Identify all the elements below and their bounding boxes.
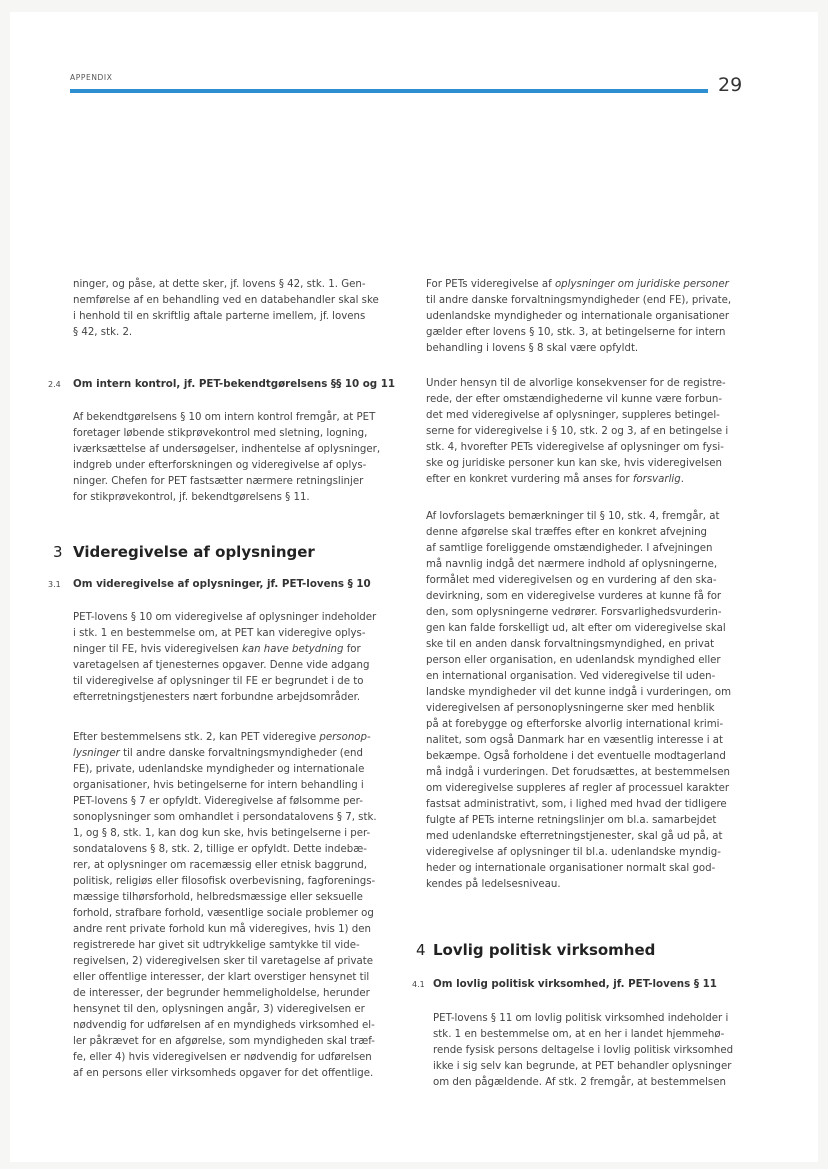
text-span: Efter bestemmelsens stk. 2, kan PET videregive — [73, 732, 320, 743]
text-line: heder og internationale organisationer normalt skal god- — [426, 863, 716, 874]
text-span: . — [680, 474, 684, 485]
text-line: nemførelse af en behandling ved en databehandler skal ske — [73, 295, 379, 306]
text-line: Af lovforslagets bemærkninger til § 10, stk. 4, fremgår, at — [426, 511, 720, 522]
text-line: serne for videregivelse i § 10, stk. 2 og 3, af en betingelse i — [426, 426, 729, 437]
text-line: forhold, strafbare forhold, væsentlige sociale problemer og — [73, 908, 374, 919]
text-line: § 42, stk. 2. — [73, 327, 133, 338]
text-line: må navnlig indgå det nærmere indhold af oplysningerne, — [426, 559, 718, 570]
text-line: Under hensyn til de alvorlige konsekvenser for de registre- — [426, 378, 726, 389]
text-line: landske myndigheder vil det kunne indgå i vurderingen, om — [426, 687, 732, 698]
emphasis-text: personop- — [319, 732, 371, 743]
text-line: FE), private, udenlandske myndigheder og internationale — [73, 764, 365, 775]
emphasis-text: forsvarlig — [632, 474, 681, 485]
emphasis-text: kan have betydning — [241, 644, 344, 655]
text-line: ler påkrævet for en afgørelse, som myndigheden skal træf- — [73, 1036, 375, 1047]
section-number: 4.1 — [412, 980, 425, 989]
text-line: rer, at oplysninger om racemæssig eller etnisk baggrund, — [73, 860, 367, 871]
chapter-heading: Lovlig politisk virksomhed — [433, 941, 656, 959]
text-line: iværksættelse af undersøgelser, indhentelse af oplysninger, — [73, 444, 381, 455]
text-line: foretager løbende stikprøvekontrol med sletning, logning, — [73, 428, 368, 439]
text-line: sondatalovens § 8, stk. 2, tillige er opfyldt. Dette indebæ- — [73, 844, 367, 855]
text-line: videregivelsen af personoplysningerne sker med henblik — [426, 703, 715, 714]
text-line: af en persons eller virksomheds opgaver for det offentlige. — [73, 1068, 374, 1079]
section-4-1-paragraph — [433, 1011, 761, 1091]
text-line: gen kan falde forskelligt ud, alt efter om videregivelse skal — [426, 623, 726, 634]
section-heading: Om intern kontrol, jf. PET-bekendtgørelsens §§ 10 og 11 — [73, 378, 396, 390]
emphasis-text: oplysninger om juridiske personer — [554, 279, 729, 290]
text-line: videregivelse af oplysninger til bl.a. udenlandske myndig- — [426, 847, 721, 858]
text-span: For PETs videregivelse af — [426, 279, 555, 290]
section-number: 3.1 — [48, 580, 61, 589]
right-paragraph-2 — [426, 376, 754, 488]
text-line: ninger, og påse, at dette sker, jf. lovens § 42, stk. 1. Gen- — [73, 279, 366, 290]
right-paragraph-3 — [426, 509, 754, 893]
text-line: person eller organisation, en udenlandsk myndighed eller — [426, 655, 721, 666]
text-span: til andre danske forvaltningsmyndigheder (end — [119, 748, 363, 759]
text-line: det med videregivelse af oplysninger, suppleres betingel- — [426, 410, 720, 421]
text-line: regivelsen, 2) videregivelsen sker til varetagelse af private — [73, 956, 374, 967]
text-line: devirkning, som en videregivelse vurderes at kunne få for — [426, 591, 722, 602]
section-3-1-paragraph-1 — [73, 610, 401, 706]
text-line: fastsat administrativt, som, i lighed med hvad der tidligere — [426, 799, 727, 810]
text-line: fulgte af PETs interne retningslinjer om bl.a. samarbejdet — [426, 815, 717, 826]
header-rule — [70, 89, 708, 93]
text-line: formålet med videregivelsen og en vurdering af den ska- — [426, 575, 717, 586]
text-line: i stk. 1 en bestemmelse om, at PET kan videregive oplys- — [73, 628, 366, 639]
text-line: en international organisation. Ved videregivelse til uden- — [426, 671, 716, 682]
text-line: efterretningstjenesters nært forbundne arbejdsområder. — [73, 692, 361, 703]
text-line: ske til en anden dansk forvaltningsmyndighed, en privat — [426, 639, 715, 650]
text-line: indgreb under efterforskningen og videregivelse af oplys- — [73, 460, 367, 471]
text-line: stk. 1 en bestemmelse om, at en her i landet hjemmehø- — [433, 1029, 725, 1040]
text-line: den, som oplysningerne vedrører. Forsvarlighedsvurderin- — [426, 607, 722, 618]
text-line: politisk, religiøs eller filosofisk overbevisning, fagforenings- — [73, 876, 376, 887]
section-number: 2.4 — [48, 380, 61, 389]
text-line: andre rent private forhold kun må videregives, hvis 1) den — [73, 924, 371, 935]
text-line: må indgå i vurderingen. Det forudsættes, at bestemmelsen — [426, 767, 730, 778]
text-line: 1, og § 8, stk. 1, kan dog kun ske, hvis betingelserne i per- — [73, 828, 371, 839]
text-span: efter en konkret vurdering må anses for — [426, 474, 633, 485]
text-line: ikke i sig selv kan begrunde, at PET behandler oplysninger — [433, 1061, 732, 1072]
text-line: kendes på ledelsesniveau. — [426, 879, 561, 890]
text-line: sonoplysninger som omhandlet i persondatalovens § 7, stk. — [73, 812, 377, 823]
text-span: for — [343, 644, 361, 655]
running-header: APPENDIX — [70, 73, 113, 82]
text-line: rende fysisk persons deltagelse i lovlig politisk virksomhed — [433, 1045, 734, 1056]
text-line: gælder efter lovens § 10, stk. 3, at betingelserne for intern — [426, 327, 726, 338]
text-line: nalitet, som også Danmark har en væsentlig interesse i at — [426, 735, 724, 746]
text-line — [73, 642, 401, 658]
text-line: eller offentlige interesser, der klart overstiger hensynet til — [73, 972, 370, 983]
text-line: denne afgørelse skal træffes efter en konkret afvejning — [426, 527, 708, 538]
text-line: mæssige tilhørsforhold, helbredsmæssige eller seksuelle — [73, 892, 363, 903]
section-heading: Om lovlig politisk virksomhed, jf. PET-lovens § 11 — [433, 978, 717, 990]
text-line: fe, eller 4) hvis videregivelsen er nødvendig for udførelsen — [73, 1052, 372, 1063]
text-line: ske og juridiske personer kun kan ske, hvis videregivelsen — [426, 458, 722, 469]
text-line: ninger. Chefen for PET fastsætter nærmere retningslinjer — [73, 476, 364, 487]
text-line: til andre danske forvaltningsmyndigheder (end FE), private, — [426, 295, 732, 306]
text-line: for stikprøvekontrol, jf. bekendtgørelsens § 11. — [73, 492, 310, 503]
text-line: varetagelsen af tjenesternes opgaver. Denne vide adgang — [73, 660, 370, 671]
text-line: på at forebygge og efterforske alvorlig international krimi- — [426, 719, 724, 730]
text-line: PET-lovens § 11 om lovlig politisk virksomhed indeholder i — [433, 1013, 729, 1024]
text-line: behandling i lovens § 8 skal være opfyldt. — [426, 343, 639, 354]
left-intro-paragraph — [73, 277, 401, 341]
section-2-4-paragraph — [73, 410, 401, 506]
text-line: PET-lovens § 10 om videregivelse af oplysninger indeholder — [73, 612, 377, 623]
text-line — [426, 472, 754, 488]
text-line: om videregivelse suppleres af regler af processuel karakter — [426, 783, 730, 794]
page-number: 29 — [718, 74, 743, 96]
text-line: Af bekendtgørelsens § 10 om intern kontrol fremgår, at PET — [73, 412, 376, 423]
text-line — [426, 277, 754, 293]
text-line: rede, der efter omstændighederne vil kunne være forbun- — [426, 394, 723, 405]
chapter-heading: Videregivelse af oplysninger — [73, 543, 315, 561]
text-line: registrerede har givet sit udtrykkelige samtykke til vide- — [73, 940, 360, 951]
chapter-number: 3 — [53, 543, 63, 561]
text-line: PET-lovens § 7 er opfyldt. Videregivelse af følsomme per- — [73, 796, 363, 807]
text-line: med udenlandske efterretningstjenester, skal gå ud på, at — [426, 831, 723, 842]
text-line: hensynet til den, oplysningen angår, 3) videregivelsen er — [73, 1004, 365, 1015]
section-heading: Om videregivelse af oplysninger, jf. PET-lovens § 10 — [73, 578, 371, 590]
right-paragraph-1 — [426, 277, 754, 357]
text-line: i henhold til en skriftlig aftale parterne imellem, jf. lovens — [73, 311, 366, 322]
text-line: til videregivelse af oplysninger til FE er begrundet i de to — [73, 676, 364, 687]
text-line: stk. 4, hvorefter PETs videregivelse af oplysninger om fysi- — [426, 442, 724, 453]
text-line — [73, 730, 401, 746]
text-line: om den pågældende. Af stk. 2 fremgår, at bestemmelsen — [433, 1077, 726, 1088]
emphasis-text: lysninger — [73, 748, 120, 759]
text-line: udenlandske myndigheder og internationale organisationer — [426, 311, 730, 322]
section-3-1-paragraph-2 — [73, 730, 401, 1082]
text-line: af samtlige foreliggende omstændigheder. I afvejningen — [426, 543, 713, 554]
text-line — [73, 746, 401, 762]
text-line: organisationer, hvis betingelserne for intern behandling i — [73, 780, 364, 791]
text-span: ninger til FE, hvis videregivelsen — [73, 644, 242, 655]
text-line: bekæmpe. Også forholdene i det eventuelle modtagerland — [426, 751, 726, 762]
chapter-number: 4 — [416, 941, 426, 959]
text-line: nødvendig for udførelsen af en myndigheds virksomhed el- — [73, 1020, 375, 1031]
text-line: de interesser, der begrunder hemmeligholdelse, herunder — [73, 988, 370, 999]
